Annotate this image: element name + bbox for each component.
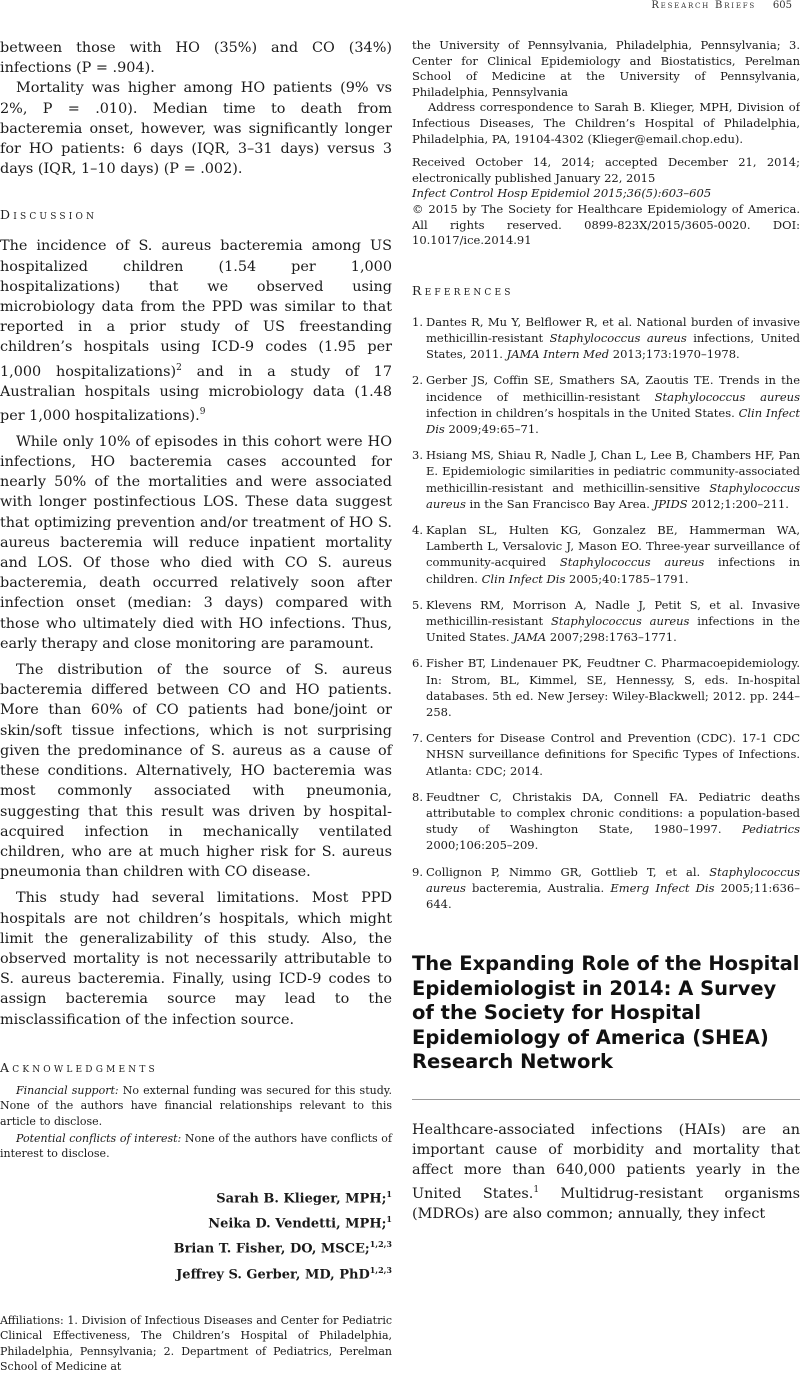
article-intro: Healthcare-associated infections (HAIs) are an important cause of morbidity and mortality that affect more than 640,000 patients yearly in the United States.$^1$ Multidrug-resistant organisms (MDROs) are also common; annually, they infect — [412, 1121, 800, 1223]
mortality-paragraph: Mortality was higher among HO patients (9% vs 2%, P = .010). Median time to death from bacteremia onset, however, was significantly longer for HO patients: 6 days (IQR, 3–31 days) versus 3 days (IQR, 1–10 days) (P = .002). — [0, 80, 392, 178]
reference-item: 9. Collignon P, Nimmo GR, Gottlieb T, et al. Staphylococcus aureus bacteremia, Australia. Emerg Infect Dis 2005;11:636–644. — [412, 864, 800, 912]
reference-item: 4. Kaplan SL, Hulten KG, Gonzalez BE, Hammerman WA, Lamberth L, Versalovic J, Mason EO. Three-year surveillance of community-acquired Staphylococcus aureus infections in children. Clin Infect Dis 2005;40:1785–1791. — [412, 522, 800, 586]
running-header — [0, 0, 800, 13]
discussion-paragraph-3: The distribution of the source of S. aureus bacteremia differed between CO and HO patients. More than 60% of CO patients had bone/joint or skin/soft tissue infections, which is not surprising given the predominance of S. aureus as a cause of these conditions. Alternatively, HO bacteremia was most commonly associated with pneumonia, suggesting that this result was driven by hospital-acquired infection in mechanically ventilated children, who are at much higher risk for S. aureus pneumonia than children with CO disease. — [0, 662, 392, 881]
reference-item: 6. Fisher BT, Lindenauer PK, Feudtner C. Pharmacoepidemiology. In: Strom, BL, Kimmel, SE, Hennessy, S, eds. In-hospital databases. 5th ed. New Jersey: Wiley-Blackwell; 2012. pp. 244–258. — [412, 656, 800, 719]
affiliations-continued: the University of Pennsylvania, Philadelphia, Pennsylvania; 3. Center for Clinical Epidemiology and Biostatistics, Perelman School of Medicine at the University of Pennsylvania, Philadelphia, Pennsylvania — [412, 38, 800, 99]
reference-item: 7. Centers for Disease Control and Prevention (CDC). 17-1 CDC NHSN surveillance definitions for Specific Types of Infections. Atlanta: CDC; 2014. — [412, 731, 800, 778]
author: Brian T. Fisher, DO, MSCE;$^{1,2,3}$ — [173, 1239, 392, 1257]
author: Jeffrey S. Gerber, MD, PhD$^{1,2,3}$ — [176, 1264, 392, 1283]
acknowledgments-heading: Acknowledgments — [0, 1059, 158, 1075]
received-dates: Received October 14, 2014; accepted December 21, 2014; electronically published January 22, 2015 — [412, 155, 800, 185]
author-list — [0, 1184, 392, 1285]
author: Sarah B. Klieger, MPH;$^1$ — [216, 1188, 392, 1207]
copyright: © 2015 by The Society for Healthcare Epidemiology of America. All rights reserved. 0899-823X/2015/3605-0020. DOI: 10.1017/ice.2014.91 — [412, 201, 800, 248]
reference-item: 1. Dantes R, Mu Y, Belflower R, et al. National burden of invasive methicillin-resistant Staphylococcus aureus infections, United States, 2011. JAMA Intern Med 2013;173:1970–1978. — [412, 314, 800, 362]
reference-item: 8. Feudtner C, Christakis DA, Connell FA. Pediatric deaths attributable to complex chronic conditions: a population-based study of Washington State, 1980–1997. Pediatrics 2000;106:205–209. — [412, 789, 800, 853]
references-heading: References — [412, 282, 514, 298]
journal-citation: Infect Control Hosp Epidemiol 2015;36(5):603–605 — [412, 186, 712, 201]
article-title: The Expanding Role of the Hospital Epidemiologist in 2014: A Survey of the Society for Hospital Epidemiology of America (SHEA) Research Network — [412, 952, 800, 1074]
conflicts-of-interest: Potential conflicts of interest: None of the authors have conflicts of interest to disclose. — [0, 1131, 393, 1161]
affiliations: Affiliations: 1. Division of Infectious Diseases and Center for Pediatric Clinical Effectiveness, The Children’s Hospital of Philadelphia, Philadelphia, Pennsylvania; 2. Department of Pediatrics, Perelman School of Medicine at — [0, 1314, 392, 1374]
title-divider — [412, 1099, 800, 1100]
left-column — [0, 38, 392, 1375]
discussion-paragraph-2: While only 10% of episodes in this cohort were HO infections, HO bacteremia cases accounted for nearly 50% of the mortalities and were associated with longer postinfectious LOS. These data suggest that optimizing prevention and/or treatment of HO S. aureus bacteremia will reduce inpatient mortality and LOS. Of those who died with CO S. aureus bacteremia, death occurred relatively soon after infection onset (median: 3 days) compared with those who ultimately died with HO infections. Thus, early therapy and close monitoring are paramount. — [0, 433, 392, 652]
financial-support: Financial support: No external funding was secured for this study. None of the authors have financial relationships relevant to this article to disclose. — [0, 1083, 392, 1128]
reference-item: 5. Klevens RM, Morrison A, Nadle J, Petit S, et al. Invasive methicillin-resistant Staphylococcus aureus infections in the United States. JAMA 2007;298:1763–1771. — [412, 597, 800, 645]
discussion-heading: Discussion — [0, 207, 98, 223]
reference-item: 2. Gerber JS, Coffin SE, Smathers SA, Zaoutis TE. Trends in the incidence of methicillin-resistant Staphylococcus aureus infection in children’s hospitals in the United States. Clin Infect Dis 2009;49:65–71. — [412, 373, 800, 436]
author: Neika D. Vendetti, MPH;$^1$ — [208, 1214, 392, 1232]
reference-list — [412, 314, 800, 913]
discussion-paragraph-4: This study had several limitations. Most PPD hospitals are not children’s hospitals, which might limit the generalizability of this study. Also, the observed mortality is not necessarily attributable to S. aureus bacteremia. Finally, using ICD-9 codes to assign bacteremia source may lead to the misclassification of the infection source. — [0, 890, 392, 1028]
results-paragraph-end: between those with HO (35%) and CO (34%) infections (P = .904). — [0, 40, 392, 77]
right-column — [412, 38, 800, 1225]
reference-item: 3. Hsiang MS, Shiau R, Nadle J, Chan L, Lee B, Chambers HF, Pan E. Epidemiologic similarities in pediatric community-associated methicillin-resistant and methicillin-sensitive Staphylococcus aureus in the San Francisco Bay Area. JPIDS 2012;1:200–211. — [412, 448, 800, 511]
discussion-paragraph-1: The incidence of S. aureus bacteremia among US hospitalized children (1.54 per 1,000 hospitalizations) that we observed using microbiology data from the PPD was similar to that reported in a prior study of US freestanding children’s hospitals using ICD-9 codes (1.95 per 1,000 hospitalizations)$^2$ and in a study of 17 Australian hospitals using microbiology data (1.48 per 1,000 hospitalizations).$^9$ — [0, 238, 392, 424]
page-number: 605 — [772, 0, 792, 11]
correspondence: Address correspondence to Sarah B. Klieger, MPH, Division of Infectious Diseases, The Children’s Hospital of Philadelphia, Philadelphia, PA, 19104-4302 (Klieger@email.chop.edu). — [412, 100, 800, 146]
section-label: Research Briefs — [651, 0, 756, 11]
